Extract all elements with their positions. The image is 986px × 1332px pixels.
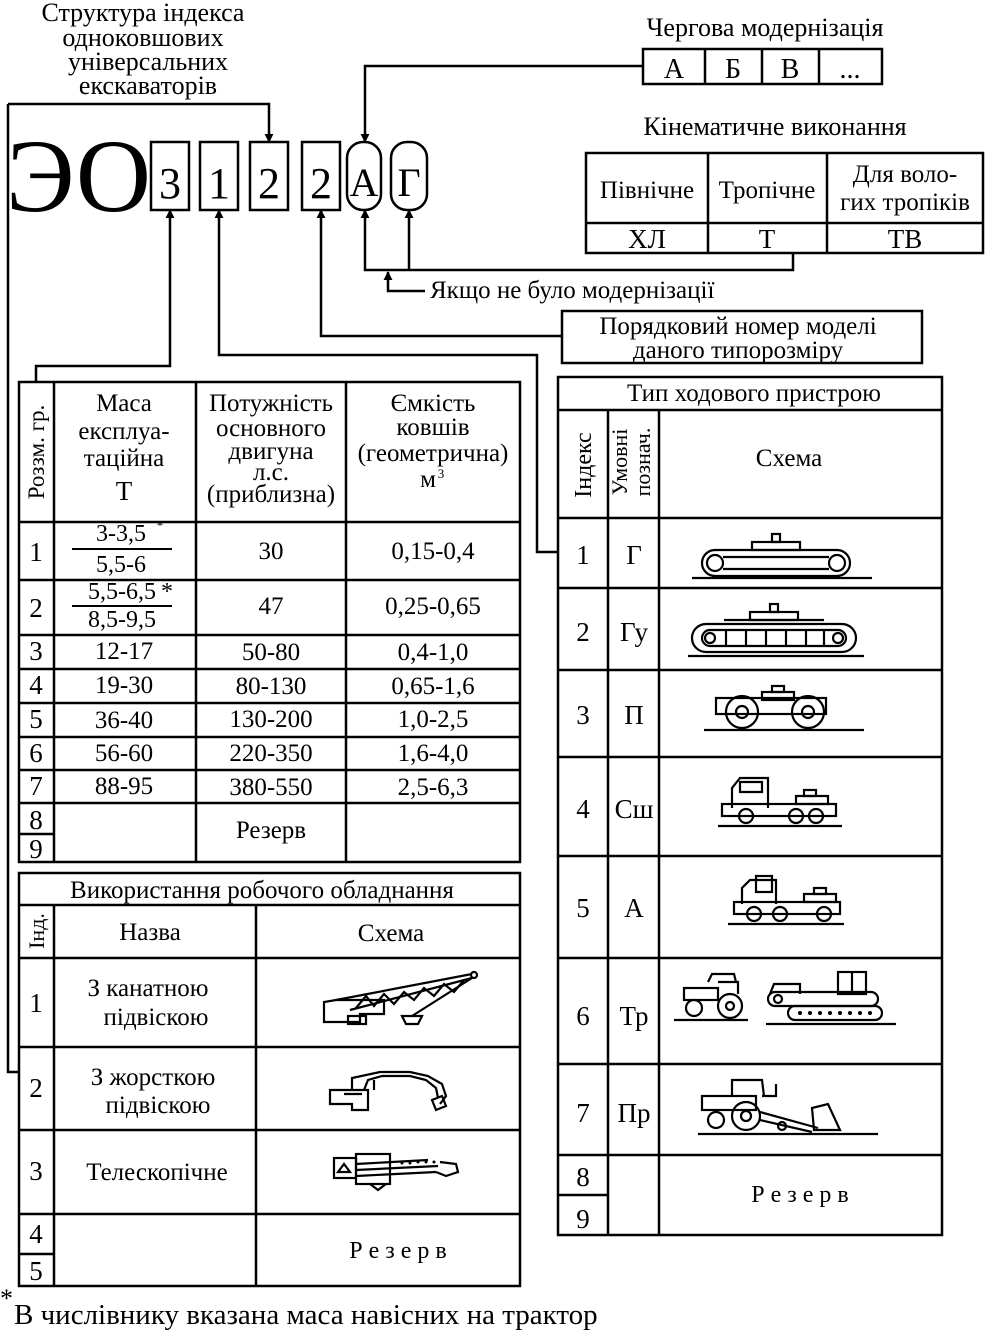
svg-text:ХЛ: ХЛ	[628, 224, 666, 254]
svg-text:130-200: 130-200	[229, 706, 313, 733]
svg-text:50-80: 50-80	[241, 639, 301, 666]
svg-text:0,15-0,4: 0,15-0,4	[391, 538, 475, 565]
index-digit: 2	[310, 159, 332, 208]
svg-text:1: 1	[576, 540, 590, 570]
size-reserve-label: Резерв	[235, 817, 307, 844]
svg-text:3-3,5: 3-3,5	[96, 521, 146, 547]
svg-text:З канатною: З канатною	[87, 975, 209, 1002]
svg-text:9: 9	[576, 1204, 590, 1234]
special-chassis-truck-icon	[718, 778, 842, 826]
svg-text:8,5-9,5: 8,5-9,5	[88, 607, 156, 633]
svg-text:1,6-4,0: 1,6-4,0	[397, 740, 469, 767]
svg-text:даного типорозміру: даного типорозміру	[632, 337, 844, 364]
svg-text:екскаваторів: екскаваторів	[78, 71, 218, 100]
size-reserve-group: 8	[29, 805, 43, 835]
svg-text:Гу: Гу	[619, 617, 649, 647]
svg-text:одноковшових: одноковшових	[62, 23, 224, 52]
power-header	[207, 390, 335, 508]
svg-text:Телескопічне: Телескопічне	[86, 1159, 228, 1186]
equipment-name-header: Назва	[119, 919, 181, 946]
equipment-scheme-header: Схема	[357, 920, 425, 947]
chassis-reserve-label: Р е з е р в	[751, 1182, 849, 1208]
svg-text:7: 7	[576, 1098, 590, 1128]
svg-text:5: 5	[576, 893, 590, 923]
modernization-title: Чергова модернізація	[646, 13, 884, 42]
svg-text:таційна: таційна	[83, 445, 165, 472]
svg-text:0,4-1,0: 0,4-1,0	[397, 639, 469, 666]
telescopic-excavator-icon	[334, 1154, 458, 1190]
svg-text:З жорсткою: З жорсткою	[90, 1064, 216, 1091]
size-row	[29, 704, 468, 734]
svg-text:2,5-6,3: 2,5-6,3	[397, 774, 469, 801]
svg-text:л.с.: л.с.	[252, 459, 290, 486]
size-row	[29, 771, 468, 801]
svg-text:експлуа-: експлуа-	[78, 418, 170, 445]
svg-text:0,65-1,6: 0,65-1,6	[391, 673, 475, 700]
svg-text:Т: Т	[758, 224, 776, 254]
svg-text:3: 3	[29, 1156, 43, 1186]
svg-text:5,5-6: 5,5-6	[96, 552, 146, 578]
svg-text:ковшів: ковшів	[396, 414, 470, 441]
svg-text:2: 2	[29, 593, 43, 623]
svg-text:А: А	[624, 893, 644, 923]
svg-text:5,5-6,5: 5,5-6,5	[88, 579, 156, 605]
index-digit: 2	[258, 159, 280, 208]
svg-text:1: 1	[29, 988, 43, 1018]
svg-text:П: П	[624, 700, 644, 730]
svg-text:Ємкість: Ємкість	[390, 390, 476, 417]
svg-text:Для воло-: Для воло-	[852, 161, 958, 188]
index-letter: А	[349, 160, 379, 205]
svg-text:5: 5	[29, 704, 43, 734]
serial-number-box	[562, 311, 922, 364]
trailer-chassis-icon	[698, 1080, 878, 1134]
structure-title	[42, 0, 245, 100]
svg-text:м: м	[420, 466, 436, 493]
svg-text:(геометрична): (геометрична)	[357, 440, 509, 467]
index-prefix: ЭО	[6, 119, 152, 234]
svg-text:(приблизна): (приблизна)	[206, 481, 336, 508]
svg-text:3: 3	[29, 636, 43, 666]
svg-text:4: 4	[29, 670, 43, 700]
svg-text:5: 5	[29, 1256, 43, 1286]
truck-chassis-icon	[728, 876, 844, 924]
svg-text:Північне: Північне	[599, 177, 695, 204]
svg-text:*: *	[161, 579, 173, 605]
no-modernization-note: Якщо не було модернізації	[430, 277, 715, 304]
equipment-index-header: Інд.	[24, 913, 49, 949]
index-letter: Г	[397, 160, 421, 205]
size-table	[19, 382, 520, 864]
index-code	[151, 142, 427, 210]
svg-text:4: 4	[29, 1219, 43, 1249]
footnote-text: В числівнику вказана маса навісних на трактор	[14, 1299, 598, 1331]
svg-text:4: 4	[576, 794, 590, 824]
svg-text:універсальних: універсальних	[67, 47, 229, 76]
pneumatic-wheel-chassis-icon	[704, 686, 864, 730]
svg-text:Тропічне: Тропічне	[718, 177, 816, 204]
svg-text:0,25-0,65: 0,25-0,65	[385, 593, 481, 620]
rigid-suspension-excavator-icon	[330, 1072, 446, 1110]
svg-text:12-17: 12-17	[94, 638, 154, 665]
svg-text:19-30: 19-30	[94, 672, 154, 699]
size-row	[29, 579, 481, 633]
svg-text:3: 3	[576, 700, 590, 730]
svg-text:Порядковий номер моделі: Порядковий номер моделі	[599, 313, 877, 340]
svg-text:6: 6	[576, 1001, 590, 1031]
index-digit: 1	[208, 159, 230, 208]
size-group-header: Роззм. гр.	[24, 404, 49, 500]
svg-text:*: *	[156, 518, 164, 533]
size-row	[29, 670, 474, 700]
svg-text:підвіскою: підвіскою	[105, 1092, 211, 1119]
crawler-chassis-icon	[692, 534, 872, 578]
svg-text:Маса: Маса	[96, 390, 152, 417]
svg-text:56-60: 56-60	[94, 740, 154, 767]
kinematic-title: Кінематичне виконання	[643, 112, 907, 141]
svg-text:Г: Г	[626, 540, 642, 570]
svg-text:88-95: 88-95	[94, 773, 154, 800]
capacity-header	[358, 390, 509, 493]
svg-text:380-550: 380-550	[229, 774, 313, 801]
chassis-symbol-header: познач.	[630, 427, 655, 497]
cable-suspension-excavator-icon	[324, 972, 477, 1024]
svg-text:Т: Т	[115, 476, 133, 506]
svg-text:основного: основного	[216, 415, 326, 442]
chassis-table	[558, 377, 942, 1235]
modernization-letter: Б	[724, 54, 742, 85]
chassis-title: Тип ходового пристрою	[627, 380, 881, 407]
svg-text:2: 2	[576, 617, 590, 647]
svg-text:36-40: 36-40	[94, 707, 154, 734]
svg-text:6: 6	[29, 738, 43, 768]
footnote-mark: *	[0, 1284, 13, 1313]
equipment-title: Використання робочого обладнання	[70, 877, 454, 904]
tractor-chassis-icon	[674, 972, 896, 1024]
svg-text:Пр: Пр	[617, 1098, 651, 1128]
svg-text:80-130: 80-130	[235, 673, 307, 700]
svg-text:8: 8	[576, 1162, 590, 1192]
svg-text:30: 30	[258, 538, 284, 565]
modernization-boxes	[643, 49, 882, 85]
chassis-index-header: Індекс	[571, 432, 597, 498]
equipment-table	[19, 873, 520, 1286]
kinematic-table	[586, 153, 983, 254]
svg-text:2: 2	[29, 1073, 43, 1103]
chassis-scheme-header: Схема	[755, 445, 823, 472]
equipment-reserve-label: Р е з е р в	[349, 1238, 447, 1264]
modernization-letter: В	[780, 54, 800, 85]
svg-text:Потужність: Потужність	[208, 390, 334, 417]
svg-text:ТВ: ТВ	[887, 224, 923, 254]
svg-text:1: 1	[29, 537, 43, 567]
size-row	[29, 636, 468, 666]
svg-text:7: 7	[29, 771, 43, 801]
svg-text:47: 47	[258, 593, 284, 620]
index-digit: 3	[159, 159, 181, 208]
size-row	[29, 738, 468, 768]
svg-text:220-350: 220-350	[229, 740, 313, 767]
modernization-letter: ...	[839, 54, 861, 85]
size-row	[29, 518, 475, 578]
mass-header	[78, 390, 169, 506]
wide-crawler-chassis-icon	[688, 604, 864, 656]
svg-text:1,0-2,5: 1,0-2,5	[397, 706, 469, 733]
svg-text:Тр: Тр	[619, 1001, 649, 1031]
modernization-letter: А	[663, 54, 685, 85]
svg-text:гих тропіків: гих тропіків	[840, 189, 970, 216]
svg-text:Сш: Сш	[614, 794, 654, 824]
svg-text:Структура індекса: Структура індекса	[41, 0, 245, 27]
chassis-symbol-header: Умовні	[607, 428, 632, 496]
svg-text:двигуна: двигуна	[228, 438, 314, 465]
svg-text:3: 3	[437, 466, 445, 481]
size-reserve-group: 9	[29, 834, 43, 864]
svg-text:підвіскою: підвіскою	[103, 1004, 209, 1031]
